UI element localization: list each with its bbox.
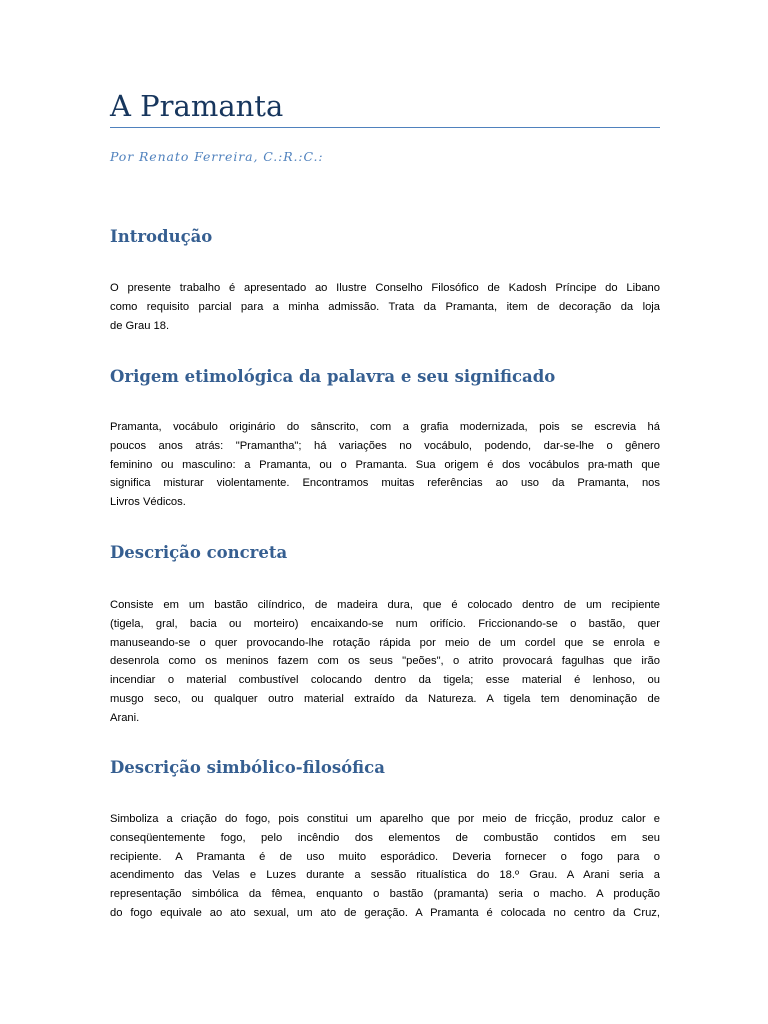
paragraph-line: feminino ou masculino: a Pramanta, ou o Pramanta. Sua origem é dos vocábulos pra-math que — [110, 458, 660, 471]
paragraph-line: Consiste em um bastão cilíndrico, de madeira dura, que é colocado dentro de um recipiente — [110, 599, 660, 611]
paragraph-line: significa misturar violentamente. Encontramos muitas referências ao uso da Pramanta, nos — [110, 477, 660, 490]
section-body-origem — [110, 418, 660, 512]
paragraph-line: Simboliza a criação do fogo, pois constitui um aparelho que por meio de fricção, produz calor e — [110, 813, 660, 825]
paragraph-line: musgo seco, ou qualquer outro material extraído da Natureza. A tigela tem denominação de — [110, 692, 660, 705]
paragraph-line: de Grau 18. — [110, 319, 170, 332]
section-heading-descricao-concreta: Descrição concreta — [110, 543, 288, 562]
section-heading-introducao: Introdução — [110, 227, 213, 246]
paragraph-line: acendimento das Velas e Luzes durante a sessão ritualística do 18.º Grau. A Arani seria a — [110, 869, 660, 882]
paragraph-line: manuseando-se o quer provocando-lhe rotação rápida por meio de um cordel que se enrola e — [110, 636, 660, 649]
paragraph-line: (tigela, gral, bacia ou morteiro) encaixando-se num orifício. Friccionando-se o bastão, quer — [110, 617, 660, 630]
paragraph-line: incendiar o material combustível colocando dentro da tigela; esse material é lenhoso, ou — [110, 674, 660, 687]
section-heading-origem: Origem etimológica da palavra e seu significado — [110, 367, 556, 386]
section-body-descricao-concreta — [110, 596, 660, 728]
document-subtitle: Por Renato Ferreira, C.:R.:C.: — [110, 149, 324, 164]
paragraph-line: Livros Védicos. — [110, 496, 186, 509]
title-underline — [110, 127, 660, 128]
document-title: A Pramanta — [110, 89, 284, 123]
paragraph-line: O presente trabalho é apresentado ao Ilustre Conselho Filosófico de Kadosh Príncipe do Libano — [110, 282, 660, 294]
paragraph-line: Pramanta, vocábulo originário do sânscrito, com a grafia modernizada, pois se escrevia há — [110, 421, 660, 433]
paragraph-line: como requisito parcial para a minha admissão. Trata da Pramanta, item de decoração da loja — [110, 300, 660, 313]
paragraph-line: do fogo equivale ao ato sexual, um ato de geração. A Pramanta é colocada no centro da Cruz, — [110, 906, 660, 919]
paragraph-line: desenrola como os meninos fazem com os seus "peões", o atrito provocará fagulhas que irão — [110, 655, 660, 668]
paragraph-line: poucos anos atrás: "Pramantha"; há variações no vocábulo, podendo, dar-se-lhe o gênero — [110, 439, 660, 452]
paragraph-line: conseqüentemente fogo, pelo incêndio dos elementos de combustão contidos em seu — [110, 831, 660, 844]
paragraph-line: recipiente. A Pramanta é de uso muito esporádico. Deveria fornecer o fogo para o — [110, 850, 660, 863]
section-body-descricao-simbolica — [110, 810, 660, 923]
paragraph-line: representação simbólica da fêmea, enquanto o bastão (pramanta) seria o macho. A produção — [110, 888, 660, 901]
section-body-introducao — [110, 279, 660, 335]
paragraph-line: Arani. — [110, 711, 140, 724]
section-heading-descricao-simbolica: Descrição simbólico-filosófica — [110, 758, 385, 777]
